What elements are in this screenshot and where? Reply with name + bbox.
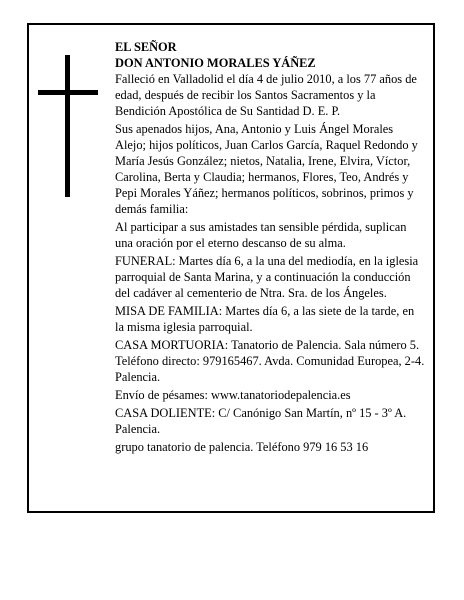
funeral-home-info: CASA MORTUORIA: Tanatorio de Palencia. Sala número 5. Teléfono directo: 979165467. Avda. Comunidad Europea, 2-4. Palencia. xyxy=(115,338,425,384)
company-contact: grupo tanatorio de palencia. Teléfono 979 16 53 16 xyxy=(115,440,369,454)
obituary-text xyxy=(115,39,425,457)
family-list: Sus apenados hijos, Ana, Antonio y Luis Ángel Morales Alejo; hijos políticos, Juan Carlos García, Raquel Redondo y María Jesús González; nietos, Natalia, Irene, Elvira, Víctor, Carolina, Berta y Claudia; hermanos, Flores, Teo, Andrés y Pepi Morales Yáñez; hermanos políticos, sobrinos, primos y demás familia: xyxy=(115,122,418,216)
cross-horizontal-bar xyxy=(38,90,98,95)
condolences-info: Envío de pésames: www.tanatoriodepalencia.es xyxy=(115,388,351,402)
family-home-info: CASA DOLIENTE: C/ Canónigo San Martín, nº 15 - 3º A. Palencia. xyxy=(115,406,407,436)
deceased-name: DON ANTONIO MORALES YÁÑEZ xyxy=(115,56,316,70)
title-line-1: EL SEÑOR xyxy=(115,40,177,54)
death-announcement: Falleció en Valladolid el día 4 de julio 2010, a los 77 años de edad, después de recibir los Santos Sacramentos y la Bendición Apostólica de Su Santidad D. E. P. xyxy=(115,72,417,118)
family-mass-info: MISA DE FAMILIA: Martes día 6, a las siete de la tarde, en la misma iglesia parroquial. xyxy=(115,304,415,334)
cross-icon xyxy=(38,55,98,197)
cross-vertical-bar xyxy=(65,55,70,197)
prayer-request: Al participar a sus amistades tan sensible pérdida, suplican una oración por el eterno descanso de su alma. xyxy=(115,220,407,250)
funeral-info: FUNERAL: Martes día 6, a la una del mediodía, en la iglesia parroquial de Santa Marina, y a continuación la conducción del cadáver al cementerio de Ntra. Sra. de los Ángeles. xyxy=(115,254,419,300)
